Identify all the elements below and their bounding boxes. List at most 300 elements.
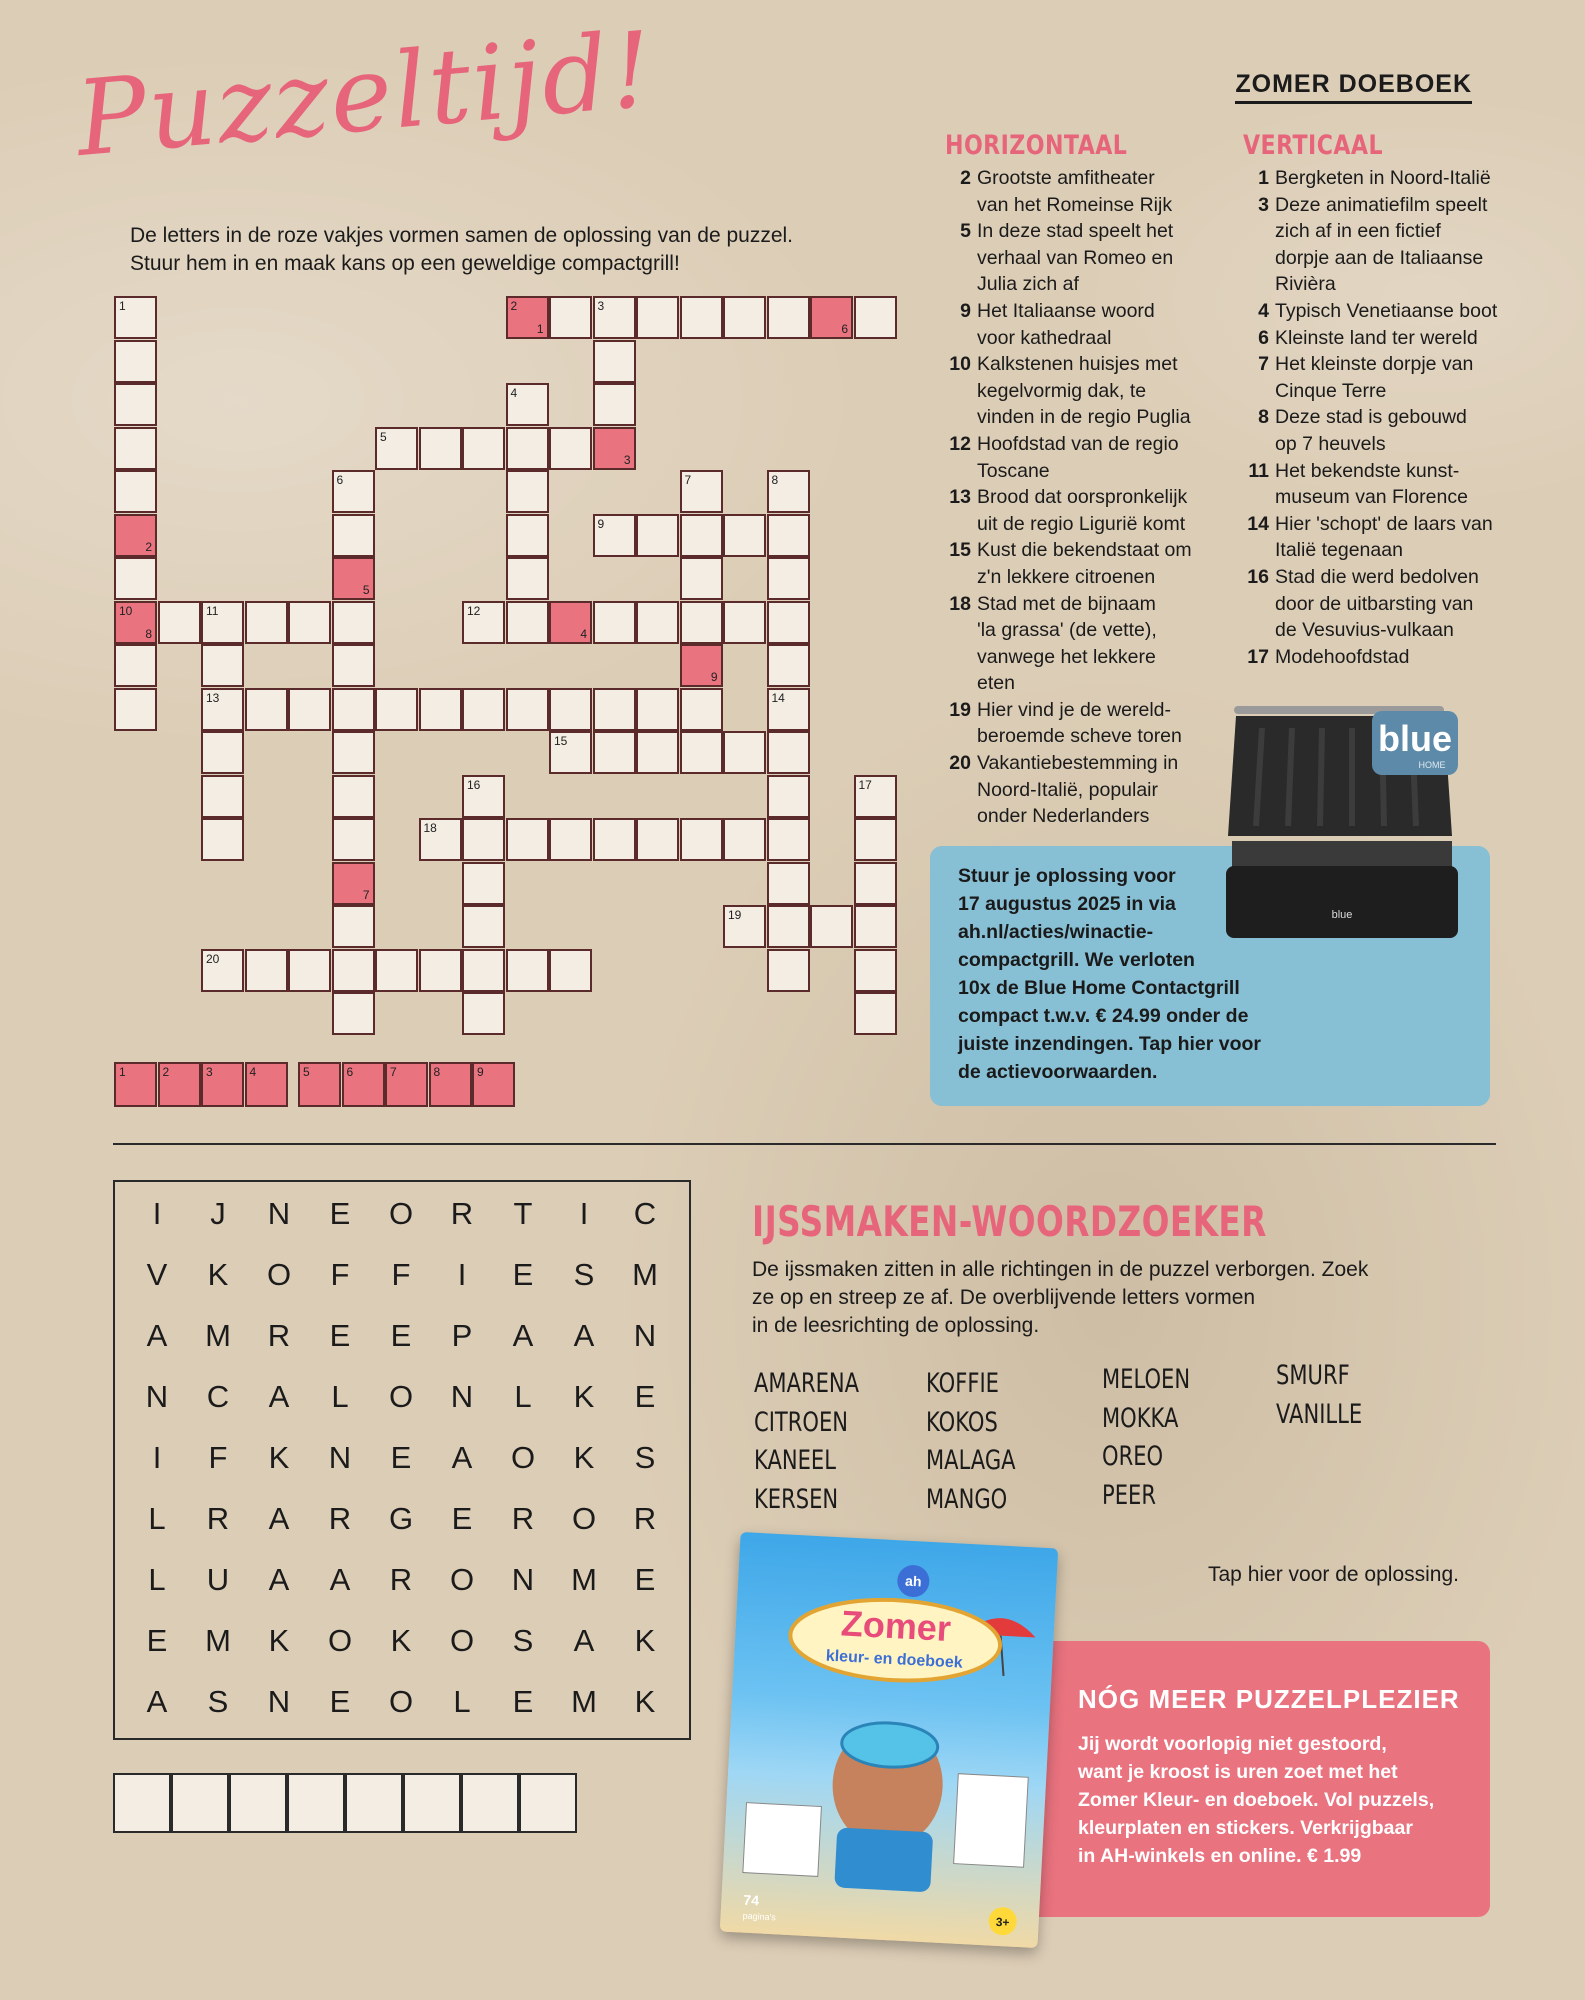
wordsearch-letter[interactable]: N xyxy=(267,1196,291,1231)
crossword-solution-cell[interactable] xyxy=(332,862,375,905)
clue-number: 8 xyxy=(771,473,779,487)
crossword-cell[interactable] xyxy=(506,949,549,992)
crossword-cell[interactable] xyxy=(114,340,157,383)
crossword-cell[interactable] xyxy=(332,601,375,644)
crossword-cell[interactable] xyxy=(201,818,244,861)
wordsearch-letter[interactable]: E xyxy=(390,1440,412,1475)
clue-number: 5 xyxy=(380,429,387,444)
contest-line: 10x de Blue Home Contactgrill xyxy=(958,977,1240,999)
crossword-cell[interactable] xyxy=(114,427,157,470)
book-cover-art xyxy=(720,1532,1058,1948)
clue-number: 13 xyxy=(206,690,220,705)
crossword-cell[interactable] xyxy=(288,601,331,644)
wordsearch-letter[interactable]: K xyxy=(573,1440,595,1475)
crossword-cell[interactable] xyxy=(636,514,679,557)
wordsearch-letter[interactable]: S xyxy=(512,1623,534,1658)
wordsearch-word: VANILLE xyxy=(1276,1398,1363,1430)
crossword-cell[interactable] xyxy=(288,949,331,992)
clue-item xyxy=(1243,351,1553,404)
wordsearch-letter[interactable]: L xyxy=(514,1379,532,1414)
wordsearch-letter[interactable]: A xyxy=(268,1562,290,1597)
wordsearch-letter[interactable]: T xyxy=(513,1196,533,1231)
crossword-solution-cell[interactable] xyxy=(114,601,157,644)
crossword-cell[interactable] xyxy=(114,557,157,600)
clue-item-number: 10 xyxy=(949,353,971,376)
clue-number: 16 xyxy=(467,777,481,792)
crossword-cell[interactable] xyxy=(767,514,810,557)
wordsearch-letter[interactable]: K xyxy=(573,1379,595,1414)
crossword-cell[interactable] xyxy=(506,688,549,731)
clue-item-text: Hoofdstad van de regio xyxy=(977,432,1179,455)
crossword-cell[interactable] xyxy=(201,731,244,774)
wordsearch-letter[interactable]: I xyxy=(579,1196,589,1231)
clue-number: 2 xyxy=(510,299,518,313)
crossword-cell[interactable] xyxy=(723,818,766,861)
crossword-cell[interactable] xyxy=(332,644,375,687)
wordsearch-letter[interactable]: N xyxy=(267,1684,291,1719)
wordsearch-letter[interactable]: O xyxy=(327,1623,353,1658)
wordsearch-letter[interactable]: A xyxy=(268,1501,290,1536)
wordsearch-letter[interactable]: I xyxy=(152,1440,162,1475)
crossword-cell[interactable] xyxy=(636,296,679,339)
wordsearch-solution-box[interactable] xyxy=(113,1773,171,1833)
crossword-cell[interactable] xyxy=(506,557,549,600)
wordsearch-letter[interactable]: O xyxy=(388,1379,414,1414)
clue-item-text: vanwege het lekkere xyxy=(977,645,1156,668)
wordsearch-letter[interactable]: M xyxy=(205,1623,231,1658)
crossword-cell[interactable] xyxy=(114,644,157,687)
crossword-cell[interactable] xyxy=(549,818,592,861)
solution-strip-cell[interactable] xyxy=(342,1062,385,1107)
solution-strip-cell[interactable] xyxy=(385,1062,428,1107)
crossword-cell[interactable] xyxy=(680,601,723,644)
wordsearch-letter[interactable]: A xyxy=(573,1318,595,1353)
crossword-cell[interactable] xyxy=(593,731,636,774)
crossword-cell[interactable] xyxy=(549,731,592,774)
wordsearch-word: CITROEN xyxy=(754,1406,849,1438)
wordsearch-letter[interactable]: C xyxy=(206,1379,230,1414)
crossword-cell[interactable] xyxy=(462,775,505,818)
crossword-cell[interactable] xyxy=(593,688,636,731)
wordsearch-letter[interactable]: N xyxy=(328,1440,352,1475)
clue-item-text: Het bekendste kunst- xyxy=(1275,459,1460,482)
solution-strip-cell[interactable] xyxy=(201,1062,244,1107)
wordsearch-letter[interactable]: A xyxy=(146,1684,168,1719)
wordsearch-letter[interactable]: R xyxy=(328,1501,352,1536)
crossword-solution-cell[interactable] xyxy=(506,296,549,339)
crossword-cell[interactable] xyxy=(767,557,810,600)
wordsearch-letter[interactable]: O xyxy=(571,1501,597,1536)
crossword-cell[interactable] xyxy=(332,949,375,992)
book-title: Zomer xyxy=(839,1602,953,1650)
crossword-cell[interactable] xyxy=(245,949,288,992)
clue-number: 19 xyxy=(728,908,742,922)
contest-line: Stuur je oplossing voor xyxy=(958,865,1176,887)
solution-link[interactable]: Tap hier voor de oplossing. xyxy=(1208,1563,1459,1586)
crossword-cell[interactable] xyxy=(680,688,723,731)
wordsearch-letter[interactable]: K xyxy=(268,1440,290,1475)
crossword-cell[interactable] xyxy=(332,731,375,774)
crossword-cell[interactable] xyxy=(549,949,592,992)
crossword-cell[interactable] xyxy=(854,905,897,948)
crossword-cell[interactable] xyxy=(114,470,157,513)
wordsearch-letter[interactable]: P xyxy=(451,1318,473,1353)
crossword-cell[interactable] xyxy=(767,731,810,774)
crossword-cell[interactable] xyxy=(767,862,810,905)
crossword-cell[interactable] xyxy=(462,688,505,731)
clue-item xyxy=(945,591,1235,697)
crossword-cell[interactable] xyxy=(201,949,244,992)
wordsearch-letter[interactable]: M xyxy=(205,1318,231,1353)
wordsearch-intro-line: De ijssmaken zitten in alle richtingen in de puzzel verborgen. Zoek xyxy=(752,1258,1369,1281)
crossword-cell[interactable] xyxy=(506,470,549,513)
wordsearch-letter[interactable]: O xyxy=(388,1684,414,1719)
clue-item-text: Hier 'schopt' de laars van xyxy=(1275,512,1493,535)
crossword-cell[interactable] xyxy=(201,688,244,731)
solution-strip-cell[interactable] xyxy=(114,1062,157,1107)
wordsearch-letter[interactable]: A xyxy=(451,1440,473,1475)
wordsearch-letter[interactable]: A xyxy=(329,1562,351,1597)
crossword-cell[interactable] xyxy=(854,862,897,905)
clue-number: 12 xyxy=(467,603,481,618)
crossword-cell[interactable] xyxy=(810,905,853,948)
solution-strip-cell[interactable] xyxy=(245,1062,288,1107)
wordsearch-solution-box[interactable] xyxy=(171,1773,229,1833)
series-label: ZOMER DOEBOEK xyxy=(1235,70,1472,104)
wordsearch-letter[interactable]: S xyxy=(573,1257,595,1292)
crossword-cell[interactable] xyxy=(723,601,766,644)
clue-item-number: 2 xyxy=(960,167,971,189)
crossword-solution-cell[interactable] xyxy=(680,644,723,687)
wordsearch-solution-box[interactable] xyxy=(403,1773,461,1833)
clue-item-number: 3 xyxy=(1258,193,1269,216)
clue-number: 4 xyxy=(510,386,518,400)
crossword-cell[interactable] xyxy=(114,383,157,426)
wordsearch-letter[interactable]: N xyxy=(450,1379,474,1414)
crossword-cell[interactable] xyxy=(506,427,549,470)
crossword-cell[interactable] xyxy=(723,731,766,774)
contest-line: de actievoorwaarden. xyxy=(958,1061,1158,1083)
wordsearch-letter[interactable]: M xyxy=(571,1562,597,1597)
intro-line: De letters in de roze vakjes vormen samen de oplossing van de puzzel. xyxy=(130,224,794,247)
crossword-cell[interactable] xyxy=(332,775,375,818)
crossword-cell[interactable] xyxy=(419,427,462,470)
wordsearch-solution-box[interactable] xyxy=(287,1773,345,1833)
wordsearch-solution-box[interactable] xyxy=(345,1773,403,1833)
wordsearch-letter[interactable]: O xyxy=(449,1623,475,1658)
clue-item-number: 9 xyxy=(960,299,971,322)
crossword-cell[interactable] xyxy=(419,949,462,992)
clue-item-number: 17 xyxy=(1247,645,1269,668)
wordsearch-letter[interactable]: M xyxy=(571,1684,597,1719)
wordsearch-word: MELOEN xyxy=(1102,1364,1191,1395)
intro-text xyxy=(130,222,870,278)
clue-item xyxy=(1243,511,1553,564)
crossword-cell[interactable] xyxy=(723,905,766,948)
crossword-cell[interactable] xyxy=(114,296,157,339)
crossword-solution-cell[interactable] xyxy=(549,601,592,644)
crossword-cell[interactable] xyxy=(767,296,810,339)
clue-item-text: verhaal van Romeo en xyxy=(977,246,1174,269)
wordsearch-solution-box[interactable] xyxy=(461,1773,519,1833)
clue-item-text: Bergketen in Noord-Italië xyxy=(1275,167,1491,189)
crossword-cell[interactable] xyxy=(158,601,201,644)
crossword-cell[interactable] xyxy=(332,818,375,861)
crossword-cell[interactable] xyxy=(375,949,418,992)
wordsearch-letter[interactable]: R xyxy=(267,1318,291,1353)
crossword-cell[interactable] xyxy=(375,688,418,731)
crossword-cell[interactable] xyxy=(201,601,244,644)
wordsearch-letter[interactable]: R xyxy=(633,1501,657,1536)
wordsearch-letter[interactable]: K xyxy=(390,1623,412,1658)
wordsearch-letter[interactable]: K xyxy=(207,1257,229,1292)
clue-item-number: 12 xyxy=(949,432,971,455)
book-pages-number: 74 xyxy=(743,1891,760,1909)
wordsearch-letter[interactable]: R xyxy=(450,1196,474,1231)
coloring-page-icon xyxy=(743,1803,822,1877)
clue-item-number: 20 xyxy=(949,752,971,775)
crossword-cell[interactable] xyxy=(114,688,157,731)
wordsearch-letter[interactable]: I xyxy=(457,1257,467,1292)
wordsearch-letter[interactable]: K xyxy=(634,1623,656,1658)
solution-strip-cell[interactable] xyxy=(472,1062,515,1107)
wordsearch-letter[interactable]: S xyxy=(634,1440,656,1475)
wordsearch-letter[interactable]: A xyxy=(146,1318,168,1353)
crossword-cell[interactable] xyxy=(462,992,505,1035)
crossword-cell[interactable] xyxy=(332,688,375,731)
crossword-cell[interactable] xyxy=(636,818,679,861)
crossword-cell[interactable] xyxy=(462,862,505,905)
clue-item-text: voor kathedraal xyxy=(977,326,1112,349)
crossword-cell[interactable] xyxy=(549,688,592,731)
clue-item-text: museum van Florence xyxy=(1275,486,1468,509)
clue-item-number: 7 xyxy=(1258,353,1269,376)
clue-item-text: Kalkstenen huisjes met xyxy=(977,353,1178,376)
crossword-cell[interactable] xyxy=(288,688,331,731)
wordsearch-word: MANGO xyxy=(926,1483,1008,1515)
crossword-cell[interactable] xyxy=(854,775,897,818)
clue-item-text: door de uitbarsting van xyxy=(1275,592,1474,615)
crossword-cell[interactable] xyxy=(593,383,636,426)
crossword-cell[interactable] xyxy=(201,775,244,818)
promo-text xyxy=(1078,1730,1478,1870)
solution-strip-cell[interactable] xyxy=(298,1062,341,1107)
book-pages-label: pagina's xyxy=(742,1910,777,1923)
wordsearch-letter[interactable]: F xyxy=(391,1257,411,1292)
crossword-cell[interactable] xyxy=(680,557,723,600)
crossword-cell[interactable] xyxy=(462,949,505,992)
wordsearch-letter[interactable]: E xyxy=(634,1379,656,1414)
wordsearch-letter[interactable]: L xyxy=(148,1501,166,1536)
wordsearch-letter[interactable]: E xyxy=(512,1257,534,1292)
clue-item-text: 'la grassa' (de vette), xyxy=(977,619,1157,642)
wordsearch-letter[interactable]: O xyxy=(510,1440,536,1475)
crossword-cell[interactable] xyxy=(723,296,766,339)
crossword-solution-cell[interactable] xyxy=(593,427,636,470)
wordsearch-letter[interactable]: O xyxy=(449,1562,475,1597)
wordsearch-letter[interactable]: C xyxy=(633,1196,657,1231)
crossword-cell[interactable] xyxy=(462,818,505,861)
crossword-cell[interactable] xyxy=(593,818,636,861)
wordsearch-word: MOKKA xyxy=(1102,1402,1179,1434)
solution-index: 5 xyxy=(362,583,370,597)
crossword-cell[interactable] xyxy=(419,818,462,861)
crossword-cell[interactable] xyxy=(767,470,810,513)
crossword-cell[interactable] xyxy=(593,340,636,383)
swim-shorts-icon xyxy=(834,1827,933,1892)
crossword-cell[interactable] xyxy=(245,601,288,644)
crossword-cell[interactable] xyxy=(549,427,592,470)
crossword-cell[interactable] xyxy=(767,775,810,818)
wordsearch-letter[interactable]: E xyxy=(329,1196,351,1231)
crossword-cell[interactable] xyxy=(593,296,636,339)
wordsearch-letter[interactable]: E xyxy=(451,1501,473,1536)
wordsearch-letter[interactable]: E xyxy=(512,1684,534,1719)
crossword-cell[interactable] xyxy=(201,644,244,687)
wordsearch-word: OREO xyxy=(1102,1441,1164,1472)
clue-item-text: Stad die werd bedolven xyxy=(1275,565,1479,588)
solution-index: 2 xyxy=(145,539,152,554)
crossword-cell[interactable] xyxy=(854,949,897,992)
wordsearch-letter[interactable]: O xyxy=(388,1196,414,1231)
crossword-cell[interactable] xyxy=(636,731,679,774)
wordsearch-letter[interactable]: L xyxy=(331,1379,349,1414)
wordsearch-letter[interactable]: E xyxy=(390,1318,412,1353)
clue-item xyxy=(1243,564,1553,644)
crossword-cell[interactable] xyxy=(680,514,723,557)
crossword-cell[interactable] xyxy=(245,688,288,731)
wordsearch-letter[interactable]: L xyxy=(148,1562,166,1597)
crossword-cell[interactable] xyxy=(767,644,810,687)
promo-line: want je kroost is uren zoet met het xyxy=(1078,1761,1398,1783)
clue-item xyxy=(945,697,1235,750)
solution-strip-cell[interactable] xyxy=(158,1062,201,1107)
clue-item-text: van het Romeinse Rijk xyxy=(977,193,1173,216)
crossword-cell[interactable] xyxy=(767,905,810,948)
crossword-cell[interactable] xyxy=(854,992,897,1035)
solution-strip-number: 8 xyxy=(433,1065,441,1079)
crossword-cell[interactable] xyxy=(854,818,897,861)
crossword-cell[interactable] xyxy=(462,905,505,948)
wordsearch-letter[interactable]: A xyxy=(268,1379,290,1414)
wordsearch-letter[interactable]: E xyxy=(634,1562,656,1597)
crossword-cell[interactable] xyxy=(332,470,375,513)
wordsearch-letter[interactable]: R xyxy=(206,1501,230,1536)
wordsearch-letter[interactable]: R xyxy=(511,1501,535,1536)
solution-strip-number: 3 xyxy=(206,1065,213,1079)
crossword-cell[interactable] xyxy=(332,992,375,1035)
crossword-cell[interactable] xyxy=(506,818,549,861)
wordsearch-letter[interactable]: G xyxy=(388,1501,414,1536)
wordsearch-letter[interactable]: U xyxy=(206,1562,230,1597)
wordsearch-letter[interactable]: V xyxy=(146,1257,168,1292)
crossword-cell[interactable] xyxy=(680,470,723,513)
wordsearch-letter[interactable]: N xyxy=(145,1379,169,1414)
crossword-cell[interactable] xyxy=(506,383,549,426)
crossword-cell[interactable] xyxy=(506,514,549,557)
crossword-cell[interactable] xyxy=(767,818,810,861)
crossword-solution-cell[interactable] xyxy=(114,514,157,557)
wordsearch-letter[interactable]: K xyxy=(268,1623,290,1658)
crossword-cell[interactable] xyxy=(767,601,810,644)
clue-item-number: 18 xyxy=(949,592,971,615)
crossword-cell[interactable] xyxy=(549,296,592,339)
clue-item-text: Brood dat oorspronkelijk xyxy=(977,486,1188,509)
clue-item-number: 8 xyxy=(1258,406,1269,429)
clue-item-number: 14 xyxy=(1247,512,1269,535)
clue-item-text: Rivièra xyxy=(1275,273,1336,296)
clue-item-text: Typisch Venetiaanse boot xyxy=(1275,299,1498,322)
crossword-cell[interactable] xyxy=(854,296,897,339)
crossword-cell[interactable] xyxy=(636,688,679,731)
crossword-cell[interactable] xyxy=(332,514,375,557)
crossword-solution-cell[interactable] xyxy=(810,296,853,339)
solution-index: 7 xyxy=(362,887,370,902)
crossword-solution-cell[interactable] xyxy=(332,557,375,600)
clue-number: 18 xyxy=(423,821,437,835)
wordsearch-letter[interactable]: E xyxy=(329,1684,351,1719)
solution-strip-cell[interactable] xyxy=(429,1062,472,1107)
wordsearch-letter[interactable]: R xyxy=(389,1562,413,1597)
wordsearch-letter[interactable]: I xyxy=(152,1196,162,1231)
wordsearch-letter[interactable]: A xyxy=(573,1623,595,1658)
crossword-cell[interactable] xyxy=(375,427,418,470)
crossword-cell[interactable] xyxy=(593,601,636,644)
crossword-cell[interactable] xyxy=(767,949,810,992)
wordsearch-letter[interactable]: N xyxy=(633,1318,657,1353)
crossword-cell[interactable] xyxy=(767,688,810,731)
clue-item-text: zich af in een fictief xyxy=(1275,220,1441,243)
wordsearch-letter[interactable]: A xyxy=(512,1318,534,1353)
wordsearch-solution-box[interactable] xyxy=(229,1773,287,1833)
wordsearch-letter[interactable]: F xyxy=(330,1257,350,1292)
clue-item-number: 16 xyxy=(1247,565,1269,588)
clue-item xyxy=(945,351,1235,431)
crossword-cell[interactable] xyxy=(462,601,505,644)
solution-strip-number: 1 xyxy=(119,1065,126,1079)
crossword-cell[interactable] xyxy=(680,296,723,339)
wordsearch-letter[interactable]: O xyxy=(266,1257,292,1292)
wordsearch-letter[interactable]: J xyxy=(210,1196,226,1231)
crossword-cell[interactable] xyxy=(680,731,723,774)
crossword-cell[interactable] xyxy=(332,905,375,948)
clue-item-text: beroemde scheve toren xyxy=(977,725,1182,748)
crossword-cell[interactable] xyxy=(636,601,679,644)
wordsearch-letter[interactable]: L xyxy=(453,1684,471,1719)
wordsearch-letter[interactable]: E xyxy=(329,1318,351,1353)
clue-number: 20 xyxy=(206,951,220,966)
crossword-cell[interactable] xyxy=(462,427,505,470)
wordsearch-letter[interactable]: N xyxy=(511,1562,535,1597)
clue-item-text: onder Nederlanders xyxy=(977,805,1150,828)
wordsearch-solution-box[interactable] xyxy=(519,1773,577,1833)
wordsearch-letter[interactable]: M xyxy=(632,1257,658,1292)
clue-item-text: Italië tegenaan xyxy=(1275,539,1403,562)
wordsearch-letter[interactable]: E xyxy=(146,1623,168,1658)
crossword-cell[interactable] xyxy=(680,818,723,861)
wordsearch-letter[interactable]: S xyxy=(207,1684,229,1719)
clue-number: 14 xyxy=(771,690,785,705)
crossword-cell[interactable] xyxy=(419,688,462,731)
crossword-cell[interactable] xyxy=(723,514,766,557)
wordsearch-letter[interactable]: K xyxy=(634,1684,656,1719)
clue-item-text: de Vesuvius-vulkaan xyxy=(1275,619,1454,642)
clue-item-text: uit de regio Ligurië komt xyxy=(977,512,1186,535)
wordsearch-grid[interactable] xyxy=(113,1180,691,1740)
wordsearch-letter[interactable]: F xyxy=(208,1440,228,1475)
crossword-cell[interactable] xyxy=(506,601,549,644)
crossword-cell[interactable] xyxy=(593,514,636,557)
